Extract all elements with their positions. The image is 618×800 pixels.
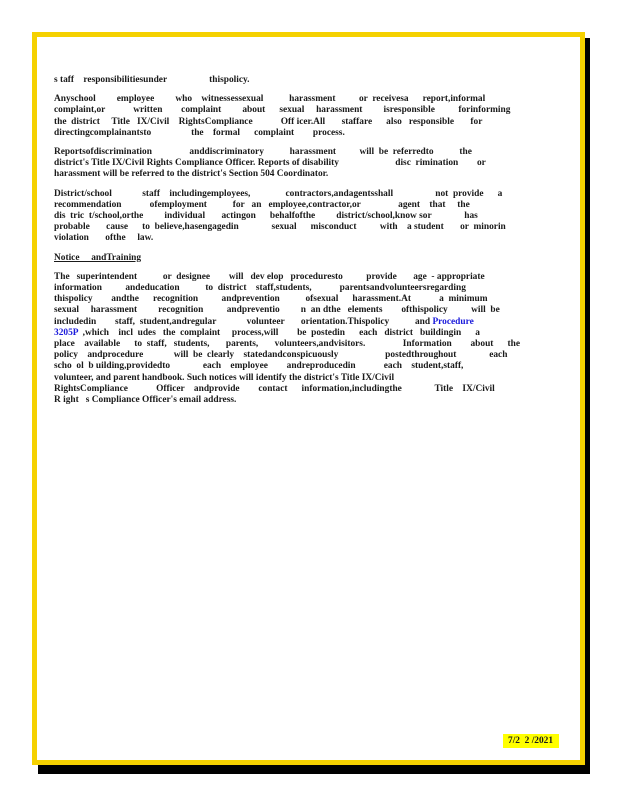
paragraph-employee-reporting [54,94,546,139]
text-line: The superintendent or designee will dev elop proceduresto provide age - appropriate [54,271,485,282]
text-line: complaint,or written complaint about sexual harassment isresponsible forinforming [54,105,511,116]
text-line: thispolicy andthe recognition andprevention ofsexual harassment.At a minimum [54,294,488,305]
text-line: probable cause to believe,hasengagedin sexual misconduct with a student or minorin [54,222,506,233]
text-line: directingcomplainantsto the formal complaint process. [54,127,345,138]
section-heading-notice-training: Notice andTraining [54,252,142,263]
paragraph-notice-training [54,272,546,406]
text-line: dis tric t/school,orthe individual actingon behalfofthe district/school,know sor has [54,211,478,222]
document-page [32,32,585,765]
text-line: sexual harassment recognition andpreventio n an dthe elements ofthispolicy will be [54,305,500,316]
document-body [54,75,546,414]
text-line: RightsCompliance Officer andprovide contact information,includingthe Title IX/Civil [54,383,495,394]
text-segment: ,which incl udes the complaint process,will be postedin each district buildingin a [77,327,480,338]
text-line: scho ol b uilding,providedto each employee andreproducedin each student,staff, [54,361,464,372]
paragraph-discrimination-reports [54,147,546,181]
text-segment: includedin staff, student,andregular volunteer orientation.Thispolicy and [54,316,431,327]
text-line: volunteer, and parent handbook. Such notices will identify the district's Title IX/Civil [54,372,395,383]
text-line: the district Title IX/Civil RightsCompliance Off icer.All staffare also responsible for [54,116,483,127]
paragraph-recommendation-of-employment [54,189,546,245]
text-line: District/school staff includingemployees, contractors,andagentsshall not provide a [54,188,503,199]
text-line: Reportsofdiscrimination anddiscriminatory harassment will be referredto the [54,147,472,158]
text-line: policy andprocedure will be clearly statedandconspicuously postedthroughout each [54,350,508,361]
text-line [54,317,546,328]
date-stamp: 7/2 2 /2021 [503,734,559,748]
text-line: district's Title IX/Civil Rights Compliance Officer. Reports of disability disc rimination or [54,158,486,169]
text-line [54,328,546,339]
procedure-code-link[interactable]: 3205P [54,327,78,338]
text-line: R ight s Compliance Officer's email address. [54,395,237,406]
text-line: violation ofthe law. [54,233,154,244]
text-line: place available to staff, students, parents, volunteers,andvisitors. Information about the [54,339,520,350]
text-line: s taff responsibilitiesunder thispolicy. [54,75,250,85]
procedure-link[interactable]: Procedure [432,316,474,327]
text-line: harassment will be referred to the district's Section 504 Coordinator. [54,169,329,180]
paragraph-staff-responsibilities [54,75,546,86]
text-line: Anyschool employee who witnessessexual harassment or receivesa report,informal [54,94,486,105]
text-line: information andeducation to district staff,students, parentsandvolunteersregarding [54,283,466,294]
text-line: recommendation ofemployment for an employee,contractor,or agent that the [54,199,470,210]
